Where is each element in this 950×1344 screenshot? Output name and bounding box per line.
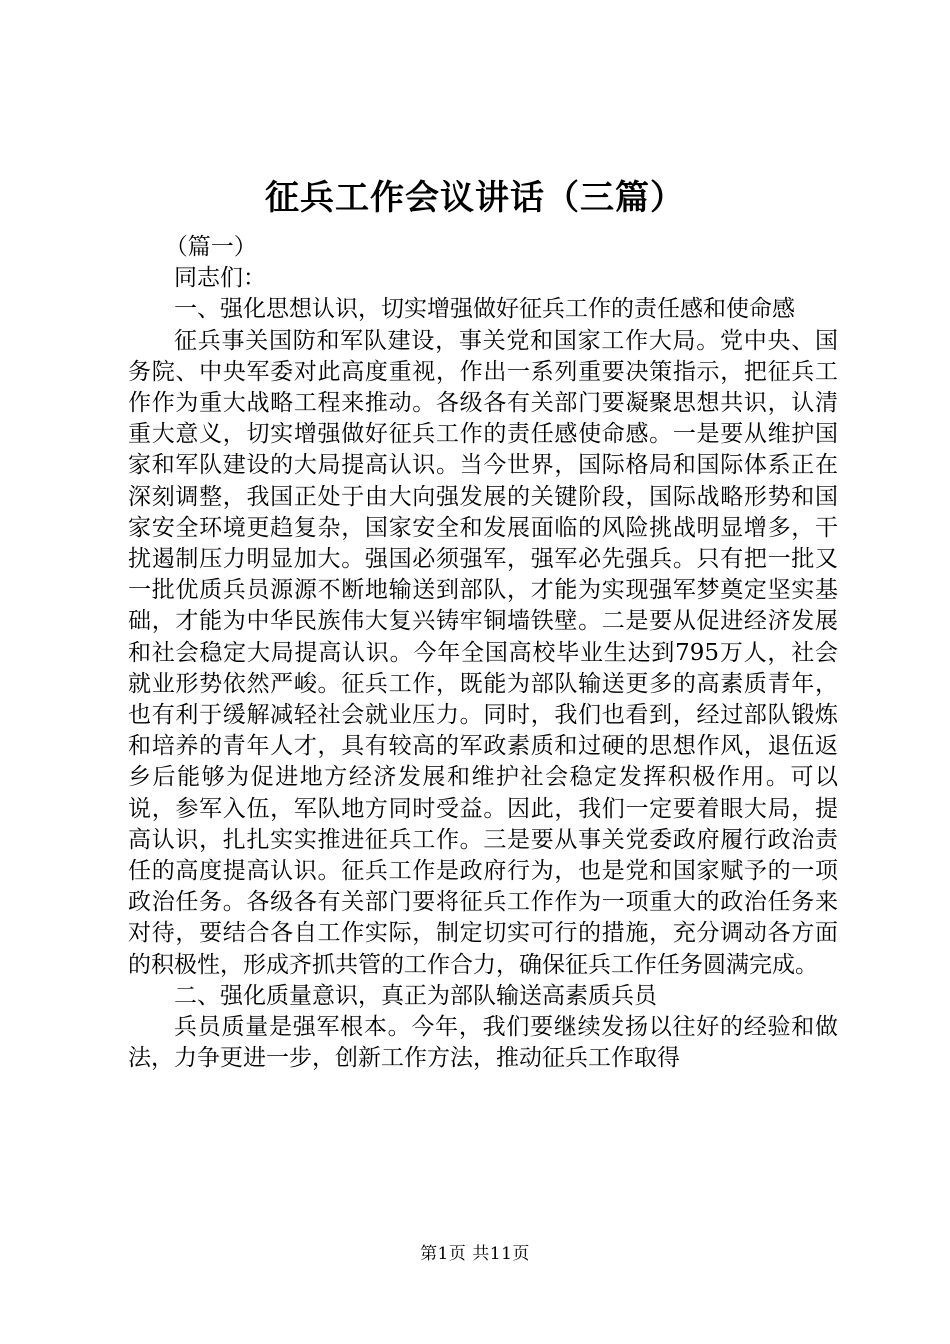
section-marker: （篇一） <box>164 234 257 260</box>
section-heading-1: 一、强化思想认识，切实增强做好征兵工作的责任感和使命感 <box>174 296 795 323</box>
body-paragraph-1: 征兵事关国防和军队建设，事关党和国家工作大局。党中央、国务院、中央军委对此高度重视，作出一系列重要决策指示，把征兵工作作为重大战略工程来推动。各级各有关部门要凝聚思想共识，认清重大意义，切实增强做好征兵工作的责任感使命感。一是要从维护国家和军队建设的大局提高认识。当今世界，国际格局和国际体系正在深刻调整，我国正处于由大向强发展的关键阶段，国际战略形势和国家安全环境更趋复杂，国家安全和发展面临的风险挑战明显增多，干扰遏制压力明显加大。强国必须强军，强军必先强兵。只有把一批又一批优质兵员源源不断地输送到部队，才能为实现强军梦奠定坚实基础，才能为中华民族伟大复兴铸牢铜墙铁壁。二是要从促进经济发展和社会稳定大局提高认识。今年全国高校毕业生达到795万人，社会就业形势依然严峻。征兵工作，既能为部队输送更多的高素质青年，也有利于缓解减轻社会就业压力。同时，我们也看到，经过部队锻炼和培养的青年人才，具有较高的军政素质和过硬的思想作风，退伍返乡后能够为促进地方经济发展和维护社会稳定发挥积极作用。可以说，参军入伍，军队地方同时受益。因此，我们一定要着眼大局，提高认识，扎扎实实推进征兵工作。三是要从事关党委政府履行政治责任的高度提高认识。征兵工作是政府行为，也是党和国家赋予的一项政治任务。各级各有关部门要将征兵工作作为一项重大的政治任务来对待，要结合各自工作实际，制定切实可行的措施，充分调动各方面的积极性，形成齐抓共管的工作合力，确保征兵工作任务圆满完成。 <box>128 327 838 978</box>
body-paragraph-2: 兵员质量是强军根本。今年，我们要继续发扬以往好的经验和做法，力争更进一步，创新工作方法，推动征兵工作取得 <box>128 1014 838 1072</box>
section-heading-2: 二、强化质量意识，真正为部队输送高素质兵员 <box>174 982 657 1009</box>
document-title: 征兵工作会议讲话（三篇） <box>265 178 685 218</box>
salutation: 同志们： <box>174 265 266 292</box>
page-number-footer: 第1页 共11页 <box>420 1244 530 1264</box>
document-body <box>128 232 838 1074</box>
